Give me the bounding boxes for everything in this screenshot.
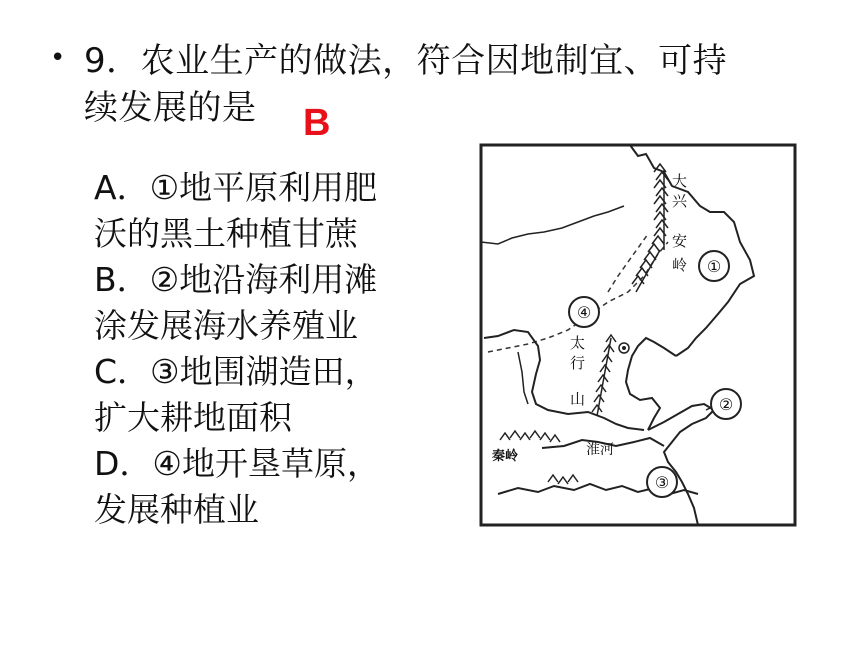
label-taihang-3: 山 [570, 390, 586, 408]
option-c-line-2: 扩大耕地面积 [94, 398, 292, 437]
label-huaihe: 淮河 [586, 442, 614, 458]
option-a-line-2: 沃的黑土种植甘蔗 [94, 214, 358, 253]
option-b-line-2: 涂发展海水养殖业 [94, 306, 358, 345]
label-daxinganling-3: 安 [672, 232, 688, 250]
option-d-line-2: 发展种植业 [94, 490, 259, 529]
answer-label: B [303, 102, 331, 144]
marker-4 [569, 297, 599, 327]
label-daxinganling-2: 兴 [672, 192, 688, 210]
marker-1 [699, 251, 729, 281]
marker-2-label: ② [718, 395, 734, 414]
map-frame [481, 145, 795, 525]
option-d-line-1: D．④地开垦草原， [94, 444, 380, 483]
label-taihang-1: 太 [570, 334, 586, 352]
option-a-line-1: A．①地平原利用肥 [94, 168, 378, 207]
region-map [478, 142, 798, 528]
region-map-svg [478, 142, 798, 528]
marker-4-label: ④ [576, 303, 592, 322]
marker-3 [647, 467, 677, 497]
question-line-1: 9．农业生产的做法，符合因地制宜、可持 [84, 41, 728, 81]
question-text [84, 38, 824, 132]
marker-1-label: ① [706, 257, 722, 276]
marker-3-label: ③ [654, 473, 670, 492]
marker-2 [711, 389, 741, 419]
label-daxinganling-1: 大 [672, 172, 688, 190]
option-b-line-1: B．②地沿海利用滩 [94, 260, 378, 299]
label-qinling: 秦岭 [492, 449, 519, 464]
options-list [94, 165, 444, 533]
label-taihang-2: 行 [570, 354, 586, 372]
label-daxinganling-4: 岭 [672, 256, 688, 274]
option-c-line-1: C．③地围湖造田， [94, 352, 378, 391]
question-line-2: 续发展的是 [84, 88, 257, 128]
bullet-point: • [50, 43, 66, 73]
